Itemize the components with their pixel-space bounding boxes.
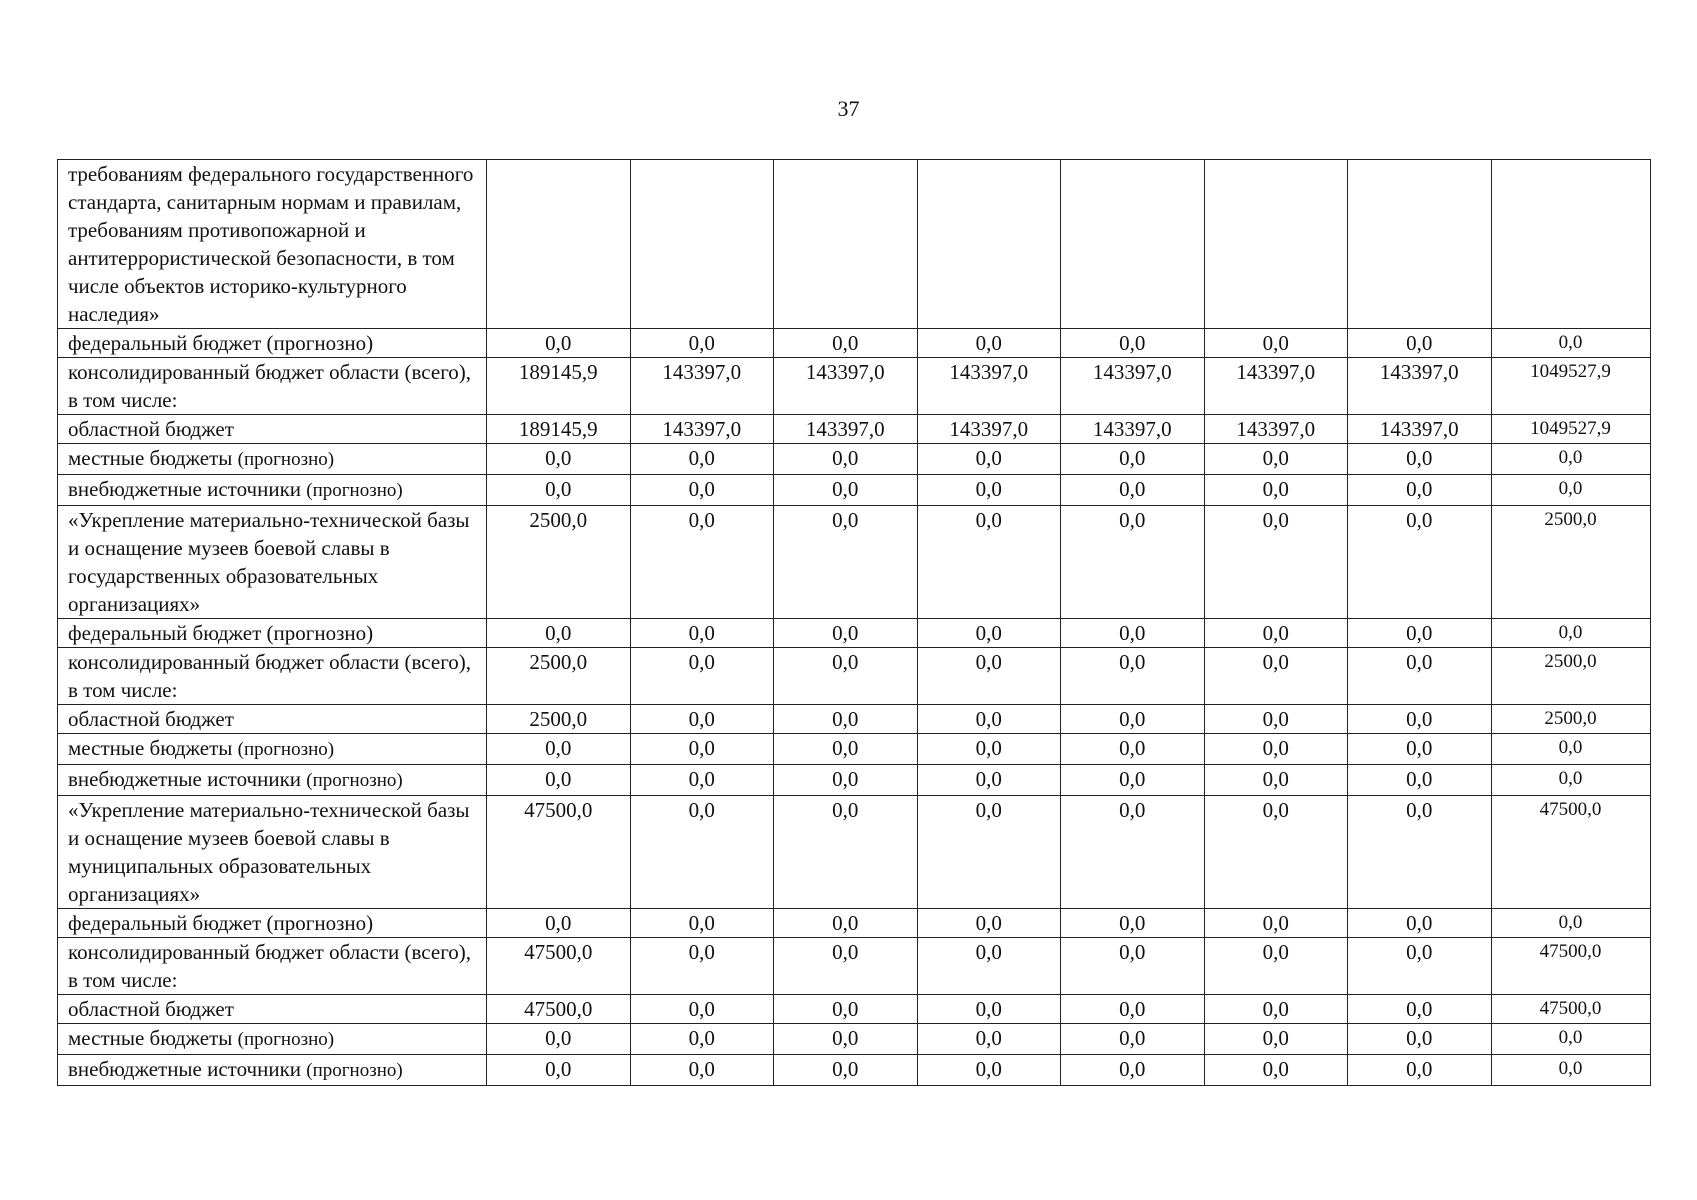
row-label-cell (58, 1055, 487, 1086)
table-row (58, 619, 1651, 648)
value-cell: 0,0 (1348, 734, 1492, 765)
value-cell: 0,0 (1061, 734, 1205, 765)
value-cell: 0,0 (1204, 796, 1348, 909)
total-value-cell: 1049527,9 (1491, 358, 1650, 415)
value-cell: 0,0 (1061, 909, 1205, 938)
row-label-cell (58, 648, 487, 705)
total-value-cell: 47500,0 (1491, 796, 1650, 909)
row-label: областной бюджет (68, 997, 234, 1021)
row-label: местные бюджеты (68, 446, 233, 470)
value-cell: 0,0 (774, 619, 918, 648)
value-cell: 143397,0 (917, 358, 1061, 415)
value-cell: 0,0 (1348, 506, 1492, 619)
row-label-cell (58, 734, 487, 765)
value-cell: 143397,0 (630, 358, 774, 415)
total-value-cell: 2500,0 (1491, 506, 1650, 619)
table-row (58, 444, 1651, 475)
row-label: внебюджетные источники (68, 767, 302, 791)
value-cell: 0,0 (774, 506, 918, 619)
value-cell: 0,0 (1204, 909, 1348, 938)
value-cell (487, 160, 631, 329)
total-value-cell: 0,0 (1491, 909, 1650, 938)
row-label: «Укрепление материально-технической базы и оснащение музеев боевой славы в государственных образовательных организациях» (68, 508, 470, 616)
value-cell: 0,0 (917, 909, 1061, 938)
value-cell: 0,0 (917, 329, 1061, 358)
value-cell: 0,0 (1348, 1024, 1492, 1055)
value-cell (1204, 160, 1348, 329)
value-cell: 0,0 (1061, 938, 1205, 995)
value-cell: 0,0 (630, 909, 774, 938)
table-row (58, 1055, 1651, 1086)
value-cell: 0,0 (1204, 329, 1348, 358)
value-cell: 0,0 (1348, 909, 1492, 938)
row-label-cell (58, 358, 487, 415)
value-cell: 0,0 (1061, 995, 1205, 1024)
value-cell: 0,0 (774, 475, 918, 506)
row-label: местные бюджеты (68, 1026, 233, 1050)
value-cell: 0,0 (630, 444, 774, 475)
value-cell: 0,0 (630, 648, 774, 705)
row-label: федеральный бюджет (прогнозно) (68, 621, 374, 645)
value-cell: 2500,0 (487, 506, 631, 619)
value-cell: 0,0 (774, 1055, 918, 1086)
total-value-cell: 0,0 (1491, 329, 1650, 358)
value-cell: 0,0 (1061, 619, 1205, 648)
value-cell: 0,0 (1348, 938, 1492, 995)
table-row (58, 938, 1651, 995)
value-cell: 0,0 (1204, 444, 1348, 475)
row-label: внебюджетные источники (68, 1057, 302, 1081)
value-cell: 0,0 (630, 1055, 774, 1086)
value-cell: 0,0 (630, 734, 774, 765)
table-row (58, 705, 1651, 734)
value-cell: 0,0 (487, 475, 631, 506)
table-row (58, 648, 1651, 705)
row-label-cell (58, 938, 487, 995)
row-label: консолидированный бюджет области (всего), в том числе: (68, 940, 472, 992)
value-cell: 143397,0 (1061, 415, 1205, 444)
value-cell: 0,0 (1204, 475, 1348, 506)
value-cell: 143397,0 (1204, 415, 1348, 444)
value-cell: 0,0 (1204, 705, 1348, 734)
table-row (58, 734, 1651, 765)
table-row (58, 1024, 1651, 1055)
value-cell: 0,0 (774, 705, 918, 734)
value-cell: 0,0 (487, 1024, 631, 1055)
table-row (58, 995, 1651, 1024)
row-label: местные бюджеты (68, 736, 233, 760)
value-cell: 143397,0 (774, 415, 918, 444)
value-cell: 0,0 (1204, 1055, 1348, 1086)
total-value-cell: 2500,0 (1491, 705, 1650, 734)
value-cell: 0,0 (487, 909, 631, 938)
row-label-cell (58, 160, 487, 329)
value-cell: 0,0 (630, 329, 774, 358)
value-cell: 0,0 (917, 796, 1061, 909)
row-label: областной бюджет (68, 417, 234, 441)
value-cell: 0,0 (917, 938, 1061, 995)
value-cell: 0,0 (1204, 995, 1348, 1024)
row-label: федеральный бюджет (прогнозно) (68, 911, 374, 935)
row-label-cell (58, 995, 487, 1024)
value-cell: 0,0 (774, 444, 918, 475)
value-cell: 0,0 (1061, 475, 1205, 506)
value-cell: 0,0 (1061, 444, 1205, 475)
row-label-cell (58, 796, 487, 909)
value-cell: 0,0 (1204, 938, 1348, 995)
row-label-cell (58, 444, 487, 475)
value-cell: 0,0 (917, 475, 1061, 506)
row-label-cell (58, 329, 487, 358)
value-cell: 0,0 (487, 734, 631, 765)
value-cell: 0,0 (1204, 648, 1348, 705)
value-cell: 0,0 (774, 648, 918, 705)
value-cell: 0,0 (487, 444, 631, 475)
value-cell: 0,0 (630, 475, 774, 506)
value-cell: 0,0 (630, 619, 774, 648)
row-label-note: (прогнозно) (237, 1029, 335, 1050)
value-cell: 0,0 (1204, 734, 1348, 765)
total-value-cell: 0,0 (1491, 444, 1650, 475)
table-row (58, 765, 1651, 796)
table-row (58, 796, 1651, 909)
value-cell: 143397,0 (630, 415, 774, 444)
value-cell: 143397,0 (1348, 358, 1492, 415)
table-row (58, 329, 1651, 358)
value-cell: 0,0 (630, 938, 774, 995)
value-cell (630, 160, 774, 329)
value-cell: 0,0 (630, 796, 774, 909)
value-cell: 47500,0 (487, 938, 631, 995)
total-value-cell: 1049527,9 (1491, 415, 1650, 444)
row-label-note: (прогнозно) (237, 739, 335, 760)
value-cell: 143397,0 (1204, 358, 1348, 415)
value-cell: 0,0 (774, 938, 918, 995)
total-value-cell: 47500,0 (1491, 938, 1650, 995)
row-label: «Укрепление материально-технической базы и оснащение музеев боевой славы в муниципальных образовательных организациях» (68, 798, 470, 906)
value-cell: 0,0 (1061, 329, 1205, 358)
value-cell: 0,0 (917, 506, 1061, 619)
table-row (58, 160, 1651, 329)
value-cell: 0,0 (917, 765, 1061, 796)
value-cell: 0,0 (1061, 796, 1205, 909)
value-cell: 0,0 (1348, 619, 1492, 648)
value-cell: 0,0 (1204, 506, 1348, 619)
page-number: 37 (837, 96, 860, 121)
row-label: консолидированный бюджет области (всего), в том числе: (68, 360, 472, 412)
row-label-cell (58, 475, 487, 506)
value-cell: 2500,0 (487, 705, 631, 734)
value-cell (917, 160, 1061, 329)
value-cell: 0,0 (1348, 1055, 1492, 1086)
value-cell: 0,0 (774, 796, 918, 909)
row-label-cell (58, 415, 487, 444)
value-cell: 0,0 (774, 995, 918, 1024)
value-cell: 0,0 (917, 1055, 1061, 1086)
value-cell: 0,0 (1061, 765, 1205, 796)
value-cell: 0,0 (1061, 705, 1205, 734)
value-cell (1061, 160, 1205, 329)
value-cell: 0,0 (1348, 648, 1492, 705)
value-cell (774, 160, 918, 329)
row-label-cell (58, 909, 487, 938)
value-cell: 189145,9 (487, 358, 631, 415)
value-cell: 0,0 (630, 765, 774, 796)
value-cell: 0,0 (1061, 1055, 1205, 1086)
total-value-cell: 0,0 (1491, 475, 1650, 506)
row-label-note: (прогнозно) (237, 449, 335, 470)
value-cell: 0,0 (630, 705, 774, 734)
total-value-cell: 2500,0 (1491, 648, 1650, 705)
value-cell: 189145,9 (487, 415, 631, 444)
total-value-cell: 0,0 (1491, 619, 1650, 648)
value-cell: 0,0 (487, 619, 631, 648)
row-label-cell (58, 765, 487, 796)
value-cell: 0,0 (487, 1055, 631, 1086)
budget-table-body (58, 160, 1651, 1086)
value-cell: 0,0 (1348, 444, 1492, 475)
value-cell: 0,0 (774, 734, 918, 765)
value-cell: 0,0 (1348, 796, 1492, 909)
value-cell: 143397,0 (917, 415, 1061, 444)
total-value-cell: 0,0 (1491, 1024, 1650, 1055)
value-cell: 0,0 (630, 1024, 774, 1055)
value-cell: 0,0 (774, 765, 918, 796)
row-label: внебюджетные источники (68, 477, 302, 501)
value-cell: 0,0 (1204, 619, 1348, 648)
value-cell: 47500,0 (487, 995, 631, 1024)
value-cell: 0,0 (774, 1024, 918, 1055)
value-cell: 2500,0 (487, 648, 631, 705)
row-label: требованиям федерального государственного стандарта, санитарным нормам и правилам, требованиям противопожарной и антитеррористической безопасности, в том числе объектов историко-культурного наследия» (68, 162, 474, 326)
budget-table (57, 159, 1651, 1086)
value-cell: 0,0 (630, 506, 774, 619)
row-label: консолидированный бюджет области (всего), в том числе: (68, 650, 472, 702)
value-cell: 0,0 (917, 705, 1061, 734)
total-value-cell: 0,0 (1491, 1055, 1650, 1086)
value-cell: 0,0 (1204, 765, 1348, 796)
value-cell: 0,0 (1061, 1024, 1205, 1055)
row-label: областной бюджет (68, 707, 234, 731)
value-cell: 0,0 (1061, 648, 1205, 705)
row-label-cell (58, 705, 487, 734)
value-cell: 0,0 (774, 909, 918, 938)
row-label-cell (58, 619, 487, 648)
value-cell: 0,0 (1204, 1024, 1348, 1055)
table-row (58, 415, 1651, 444)
value-cell: 0,0 (1348, 329, 1492, 358)
total-value-cell: 0,0 (1491, 765, 1650, 796)
value-cell: 143397,0 (1061, 358, 1205, 415)
value-cell: 0,0 (487, 329, 631, 358)
value-cell: 0,0 (917, 1024, 1061, 1055)
value-cell: 143397,0 (774, 358, 918, 415)
row-label-cell (58, 506, 487, 619)
value-cell: 0,0 (917, 734, 1061, 765)
row-label-cell (58, 1024, 487, 1055)
value-cell: 0,0 (1061, 506, 1205, 619)
value-cell: 0,0 (1348, 995, 1492, 1024)
total-value-cell: 47500,0 (1491, 995, 1650, 1024)
value-cell: 0,0 (917, 995, 1061, 1024)
table-row (58, 358, 1651, 415)
value-cell: 0,0 (917, 619, 1061, 648)
table-row (58, 475, 1651, 506)
value-cell: 0,0 (1348, 475, 1492, 506)
value-cell: 0,0 (487, 765, 631, 796)
row-label-note: (прогнозно) (306, 1060, 403, 1081)
value-cell: 0,0 (630, 995, 774, 1024)
value-cell: 0,0 (917, 648, 1061, 705)
row-label-note: (прогнозно) (306, 770, 403, 791)
row-label-note: (прогнозно) (306, 480, 403, 501)
row-label: федеральный бюджет (прогнозно) (68, 331, 374, 355)
table-row (58, 909, 1651, 938)
value-cell: 47500,0 (487, 796, 631, 909)
value-cell: 143397,0 (1348, 415, 1492, 444)
value-cell: 0,0 (774, 329, 918, 358)
value-cell (1348, 160, 1492, 329)
table-row (58, 506, 1651, 619)
total-value-cell (1491, 160, 1650, 329)
total-value-cell: 0,0 (1491, 734, 1650, 765)
value-cell: 0,0 (917, 444, 1061, 475)
value-cell: 0,0 (1348, 765, 1492, 796)
value-cell: 0,0 (1348, 705, 1492, 734)
